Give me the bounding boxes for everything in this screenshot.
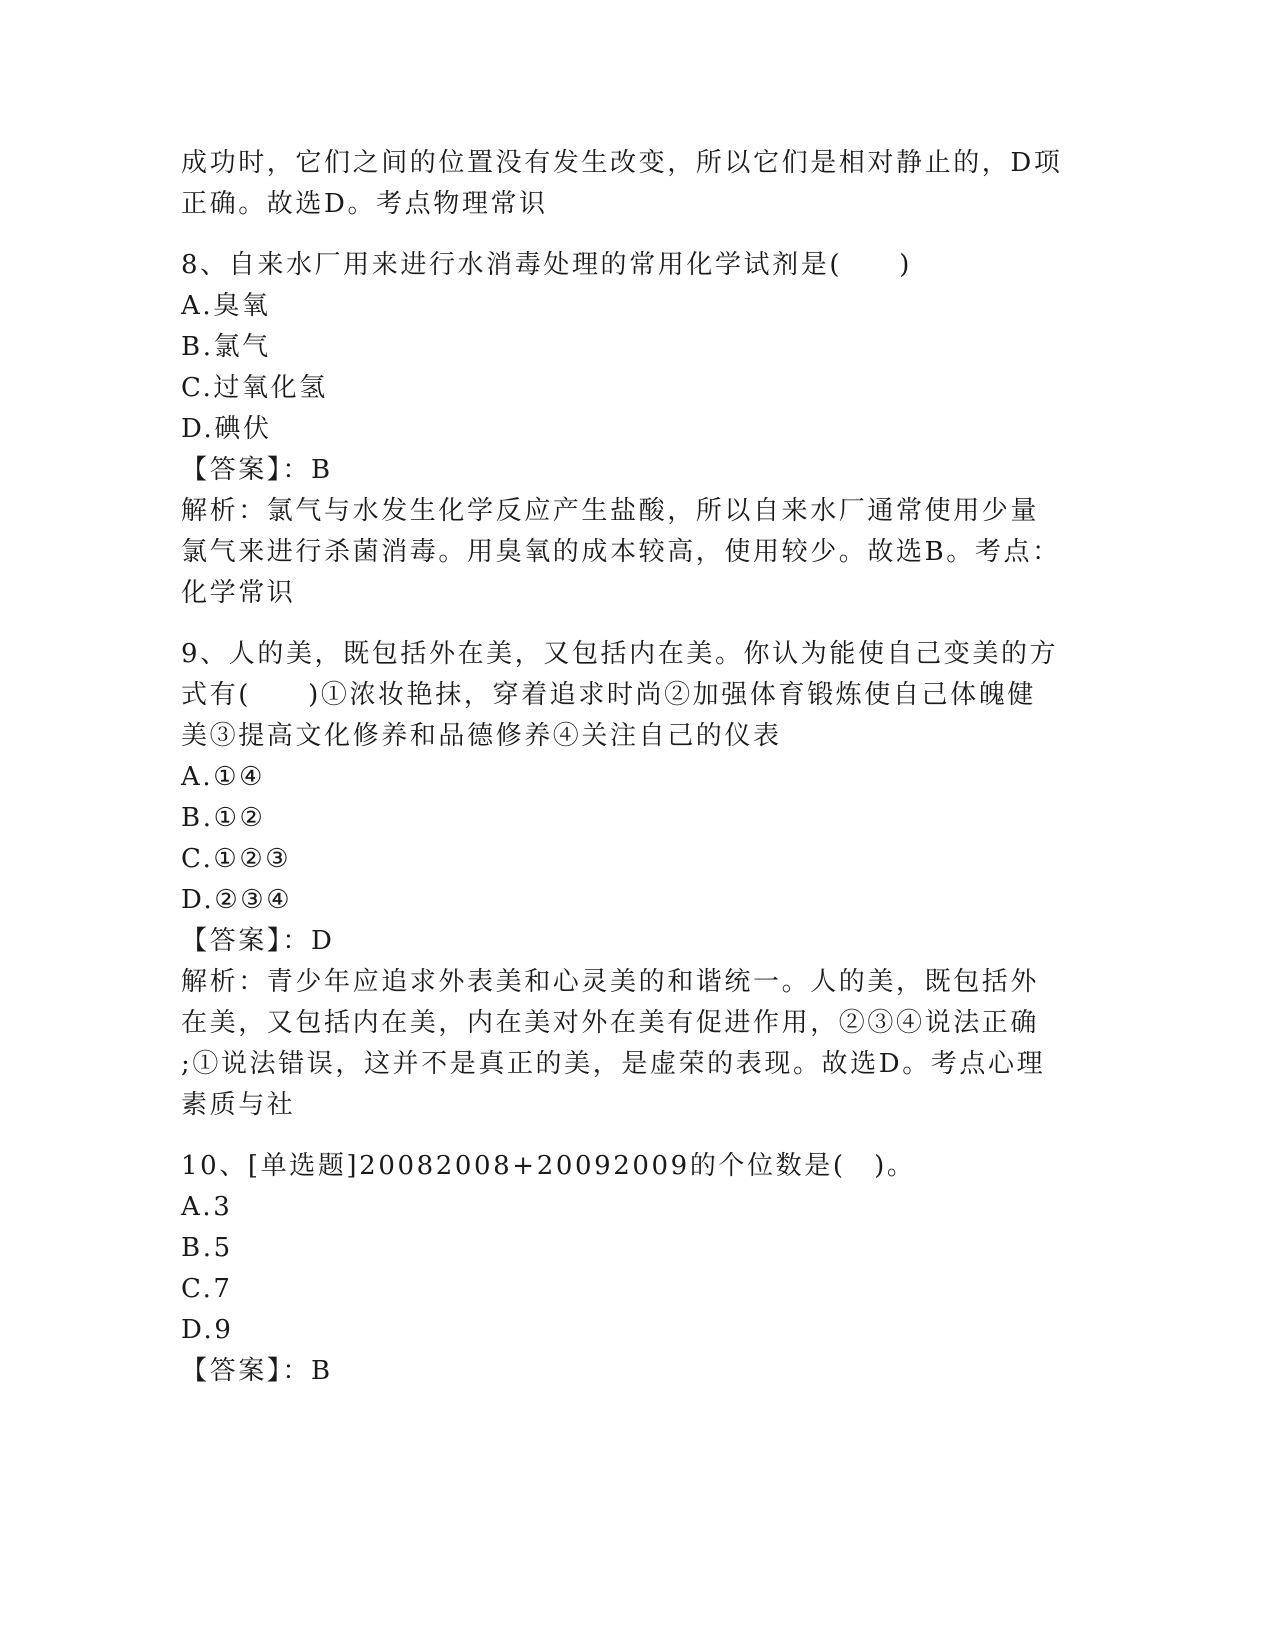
analysis-line: 化学常识 (181, 578, 296, 608)
option-b: B.氯气 (181, 332, 271, 362)
option-a: A.3 (181, 1192, 233, 1222)
option-a: A.①④ (181, 762, 266, 792)
question-text: 8、自来水厂用来进行水消毒处理的常用化学试剂是( ) (181, 250, 913, 280)
carryover-explanation (181, 143, 1081, 225)
option-d: D.②③④ (181, 885, 293, 915)
document-page (181, 143, 1081, 1392)
option-c: C.过氧化氢 (181, 373, 328, 403)
explanation-line: 正确。故选D。考点物理常识 (181, 189, 548, 219)
option-d: D.9 (181, 1315, 234, 1345)
answer-line: 【答案】：B (181, 455, 333, 485)
answer-line: 【答案】：D (181, 926, 335, 956)
option-b: B.5 (181, 1233, 233, 1263)
analysis-line: ;①说法错误，这并不是真正的美，是虚荣的表现。故选D。考点心理 (181, 1049, 1046, 1079)
option-a: A.臭氧 (181, 291, 271, 321)
question-text: 美③提高文化修养和品德修养④关注自己的仪表 (181, 721, 782, 751)
analysis-line: 素质与社 (181, 1090, 296, 1120)
analysis-line: 解析：氯气与水发生化学反应产生盐酸，所以自来水厂通常使用少量 (181, 496, 1040, 526)
question-text: 式有( )①浓妆艳抹，穿着追求时尚②加强体育锻炼使自己体魄健 (181, 680, 1036, 710)
option-d: D.碘伏 (181, 414, 272, 444)
question-9 (181, 634, 1081, 1126)
explanation-line: 成功时，它们之间的位置没有发生改变，所以它们是相对静止的，D项 (181, 148, 1063, 178)
option-c: C.7 (181, 1274, 233, 1304)
analysis-line: 解析：青少年应追求外表美和心灵美的和谐统一。人的美，既包括外 (181, 967, 1040, 997)
option-b: B.①② (181, 803, 266, 833)
question-10 (181, 1146, 1081, 1392)
answer-line: 【答案】：B (181, 1356, 333, 1386)
question-8 (181, 245, 1081, 614)
question-text: 10、[单选题]20082008+20092009的个位数是( )。 (181, 1151, 916, 1181)
analysis-line: 在美，又包括内在美，内在美对外在美有促进作用，②③④说法正确 (181, 1008, 1040, 1038)
analysis-line: 氯气来进行杀菌消毒。用臭氧的成本较高，使用较少。故选B。考点： (181, 537, 1061, 567)
question-text: 9、人的美，既包括外在美，又包括内在美。你认为能使自己变美的方 (181, 639, 1059, 669)
option-c: C.①②③ (181, 844, 292, 874)
